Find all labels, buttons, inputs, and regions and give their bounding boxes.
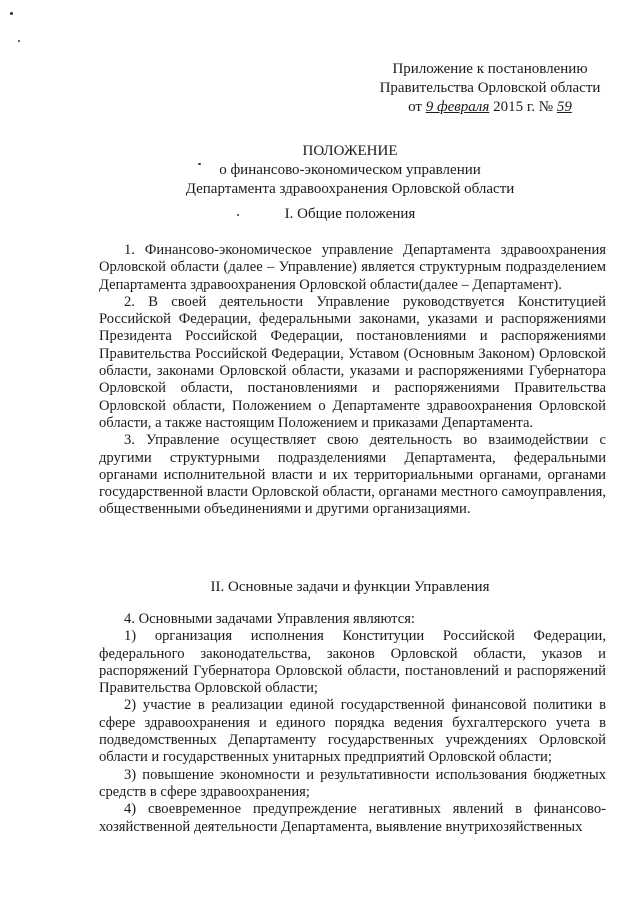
handwritten-date: 9 февраля	[425, 99, 490, 115]
paragraph-4: 4. Основными задачами Управления являются:	[124, 611, 415, 627]
section-2-heading: II. Основные задачи и функции Управления	[210, 579, 490, 595]
document-title	[100, 142, 600, 199]
approval-line-1: Приложение к постановлению	[392, 61, 588, 77]
list-item-4: 4) своевременное предупреждение негативных явлений в финансово-хозяйственной деятельности Департамента, выявление внутрихозяйственных	[99, 801, 606, 835]
title-line-3: Департамента здравоохранения Орловской области	[185, 181, 515, 197]
paragraph-2: 2. В своей деятельности Управление руководствуется Конституцией Российской Федерации, федеральными законами, указами и распоряжениями Президента Российской Федерации, постановлениями и распоряжениями Правительства Российской Федерации, Уставом (Основным Законом) Орловской области, законами Орловской области, указами и распоряжениями Губернатора Орловской области, постановлениями и распоряжениями Правительства Орловской области, Положением о Департаменте здравоохранения Орловской области, а также настоящим Положением и приказами Департамента.	[99, 293, 606, 431]
paragraph-3: 3. Управление осуществляет свою деятельность во взаимодействии с другими структурными подразделениями Департамента, федеральными органами исполнительной власти и их территориальными органами, органами государственной власти Орловской области, органами местного самоуправления, общественными объединениями и другими организациями.	[99, 432, 606, 518]
title-heading: ПОЛОЖЕНИЕ	[302, 143, 398, 159]
section-1-heading: I. Общие положения	[284, 206, 416, 222]
approval-year: 2015 г. №	[493, 99, 554, 115]
approval-line-2: Правительства Орловской области	[379, 80, 601, 96]
approval-line-3	[360, 98, 620, 117]
list-item-3: 3) повышение экономности и результативности использования бюджетных средств в сфере здравоохранения;	[99, 766, 606, 800]
section-1-body	[99, 242, 606, 519]
list-item-2: 2) участие в реализации единой государственной финансовой политики в сфере здравоохранения и единого порядка ведения бухгалтерского учета в подведомственных Департаменту государственных учреждениях Орловской области и государственных унитарных предприятий Орловской области;	[99, 697, 606, 766]
scan-speck	[18, 40, 20, 42]
handwritten-number: 59	[556, 99, 572, 115]
list-item-1: 1) организация исполнения Конституции Российской Федерации, федерального законодательства, законов Орловской области, указов и распоряжений Губернатора Орловской области, постановлений и распоряжений Правительства Орловской области;	[99, 628, 606, 697]
paragraph-1: 1. Финансово-экономическое управление Департамента здравоохранения Орловской области (далее – Управление) является структурным подразделением Департамента здравоохранения Орловской области(далее – Департамент).	[99, 242, 606, 293]
approval-block	[360, 60, 620, 117]
scan-speck	[10, 12, 13, 15]
approval-prefix: от	[408, 99, 422, 115]
section-2-body	[99, 611, 606, 836]
title-line-2: о финансово-экономическом управлении	[219, 162, 481, 178]
